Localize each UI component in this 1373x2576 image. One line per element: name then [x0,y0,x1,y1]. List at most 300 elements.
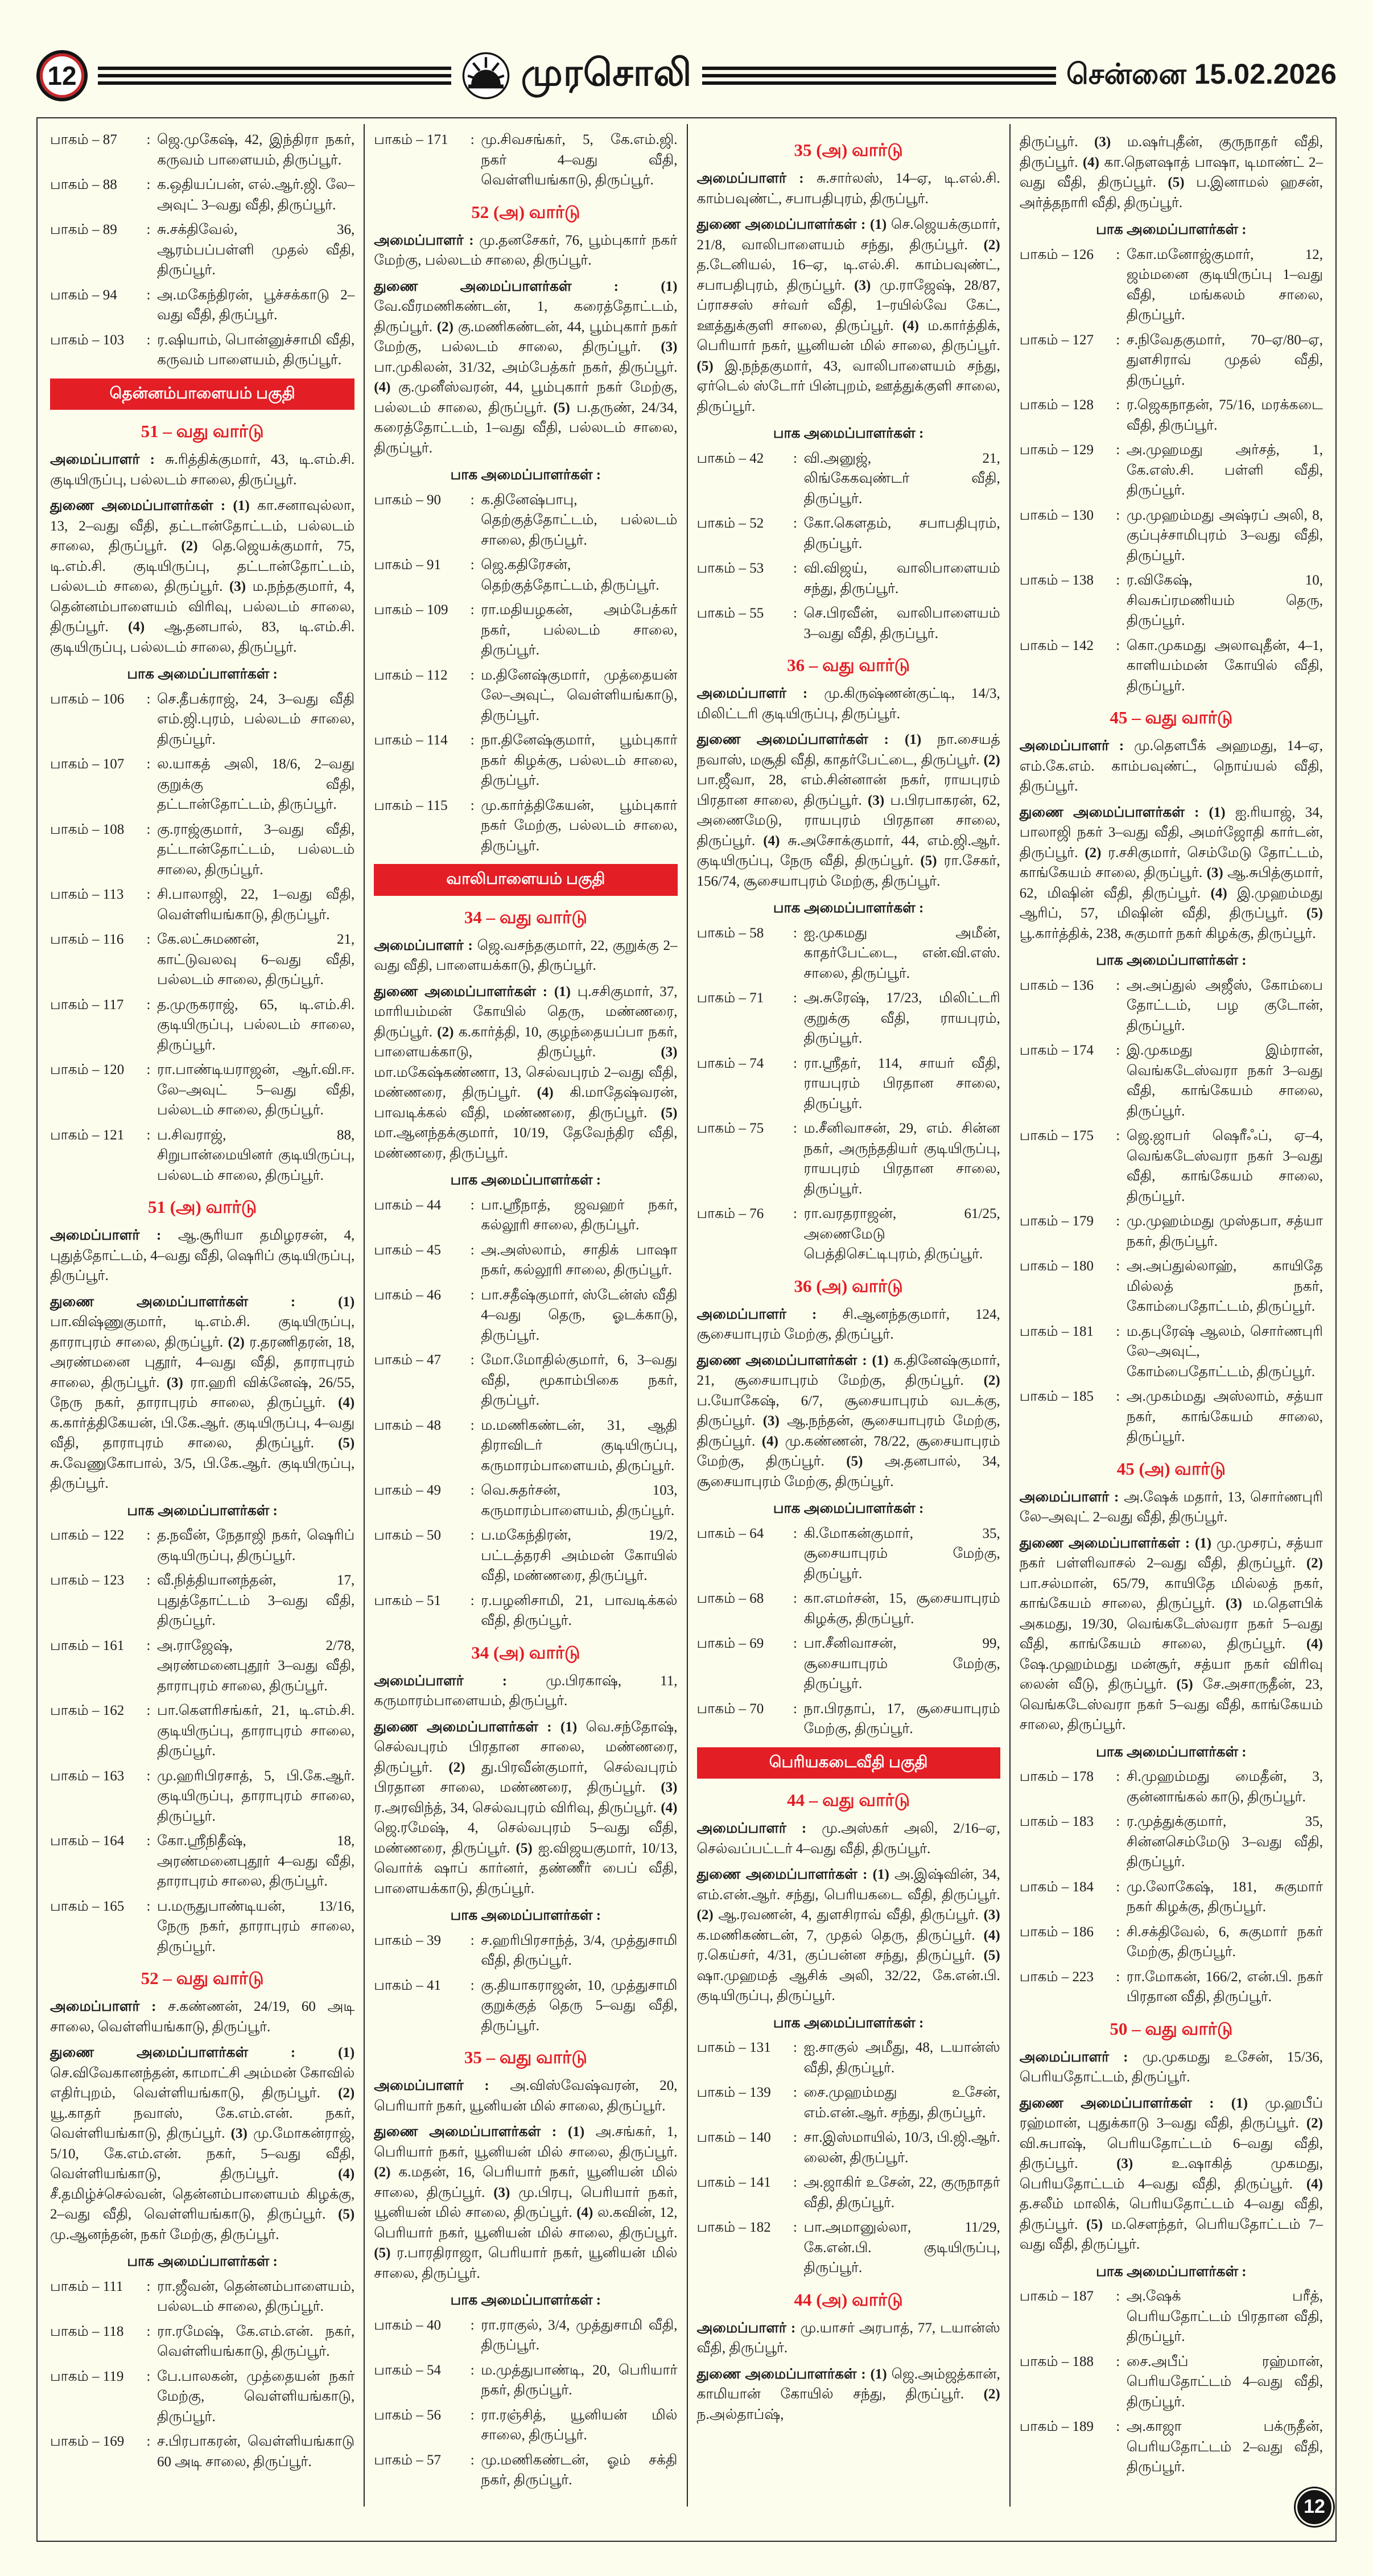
part-number: பாகம் – 141 [696,2175,771,2191]
part-text: அ.முகம்மது அஸ்லாம், சத்யா நகர், காங்கேயம் சாலை, திருப்பூர். [1126,1389,1323,1445]
part-row [50,995,354,1056]
part-row [50,2277,354,2317]
part-number: பாகம் – 58 [696,925,764,941]
masthead-rule-left [98,67,451,85]
part-row [1020,2417,1323,2478]
part-text: அ.மகேந்திரன், பூச்சக்காடு 2–வது வீதி, திருப்பூர். [157,287,355,323]
part-text: செ.பிரவீன், வாலிபாளையம் 3–வது வீதி, திருப்பூர். [803,606,1000,641]
part-text: மு.ஹரிபிரசாத், 5, பி.கே.ஆர். குடியிருப்பு, தாராபுரம் சாலை, திருப்பூர். [157,1768,355,1824]
part-row [374,600,677,661]
part-text: ரா.ஸ்ரீதர், 114, சாயர் வீதி, ராயபுரம் பிரதான சாலை, திருப்பூர். [803,1055,1000,1112]
part-text: ஐ.சாகுல் அமீது, 48, டயான்ஸ் வீதி, திருப்பூர். [803,2040,1000,2076]
part-text: ப.சிவராஜ், 88, சிறுபான்மையினர் குடியிருப்பு, பல்லடம் சாலை, திருப்பூர். [157,1127,355,1183]
part-number: பாகம் – 122 [50,1528,125,1544]
ward-title: 36 – வது வார்டு [787,655,910,676]
part-number: பாகம் – 115 [374,797,448,813]
part-row [50,220,354,281]
part-list [1020,2286,1323,2478]
part-text: பா.கௌரிசங்கர், 21, டி.எம்.சி. குடியிருப்பு, தாராபுரம் சாலை, திருப்பூர். [157,1703,355,1759]
part-text: வி.அனுஜ், 21, லிங்கேகவுண்டர் வீதி, திருப்பூர். [803,450,1000,507]
part-colon: : [146,821,151,837]
part-colon: : [146,1898,151,1914]
part-number: பாகம் – 39 [374,1932,442,1948]
part-text: வீ.நித்தியானந்தன், 17, புதுத்தோட்டம் 3–வது வீதி, திருப்பூர். [157,1573,355,1629]
part-colon: : [470,2407,475,2423]
part-text: ம.தினேஷ்குமார், முத்தையன் லே–அவுட், வெள்ளியங்காடு, திருப்பூர். [481,667,678,723]
part-colon: : [1116,1814,1120,1830]
part-text: பா.சீனிவாசன், 99, சூசையாபுரம் மேற்கு, திருப்பூர். [803,1636,1000,1692]
part-colon: : [793,606,797,622]
part-text: சி.சக்திவேல், 6, சுகுமார் நகர் மேற்கு, திருப்பூர். [1126,1924,1323,1960]
part-text: கோ.மனோஜ்குமார், 12, ஜம்மனை குடியிருப்பு 1–வது வீதி, மங்கலம் சாலை, திருப்பூர். [1126,246,1323,323]
part-number: பாகம் – 75 [696,1121,764,1137]
part-number: பாகம் – 55 [696,606,764,622]
masthead [0,0,1373,107]
part-text: அ.சுரேஷ், 17/23, மிலிட்டரி குறுக்கு வீதி, ராயபுரம், திருப்பூர். [803,990,1000,1047]
part-colon: : [146,756,151,772]
part-number: பாகம் – 109 [374,602,448,618]
part-number: பாகம் – 163 [50,1768,125,1784]
part-row [374,1240,677,1281]
part-colon: : [470,1287,475,1303]
deputy-organizers-paragraph: துணை அமைப்பாளர்கள் : (1) பா.விஷ்ணுகுமார், டி.எம்.சி. குடியிருப்பு, தாராபுரம் சாலை, திருப்பூர். (2) ர.தரணிதரன், 18, அரண்மனை புதூர், 4–வது வீதி, தாராபுரம் சாலை, திருப்பூர். (3) ரா.ஹரி விக்னேஷ், 26/55, நேரு நகர், தாராபுரம் சாலை, திருப்பூர். (4) க.கார்த்திகேயன், பி.கே.ஆர். குடியிருப்பு, 4–வது வீதி, தாராபுரம் சாலை, திருப்பூர். (5) சு.வேணுகோபால், 3/5, பி.கே.ஆர். குடியிருப்பு, திருப்பூர். [50,1294,355,1492]
part-text: ப.மகேந்திரன், 19/2, பட்டத்தரசி அம்மன் கோயில் வீதி, மண்ணரை, திருப்பூர். [481,1528,678,1584]
part-row [697,2083,1000,2123]
part-number: பாகம் – 88 [50,177,117,192]
part-colon: : [470,667,475,683]
part-colon: : [470,1197,475,1213]
part-organizers-heading: பாக அமைப்பாளர்கள் : [1096,953,1247,969]
part-colon: : [470,2452,475,2468]
part-text: ச.ஹரிபிரசாந்த், 3/4, முத்துசாமி வீதி, திருப்பூர். [481,1932,678,1969]
part-text: மு.சிவசங்கர், 5, கே.எம்.ஜி. நகர் 4–வது வீதி, வெள்ளியங்காடு, திருப்பூர். [481,132,678,188]
part-colon: : [1116,1213,1120,1229]
part-number: பாகம் – 56 [374,2407,442,2423]
part-text: அ.ஷேக் பரீத், பெரியதோட்டம் பிரதான வீதி, திருப்பூர். [1126,2289,1323,2345]
part-organizers-heading: பாக அமைப்பாளர்கள் : [450,1172,601,1188]
ward-title: 45 (அ) வார்டு [1116,1458,1226,1479]
part-text: ச.நிவேதகுமார், 70–ஏ/80–ஏ, துளசிராவ் முதல் வீதி, திருப்பூர். [1126,332,1323,388]
organizer-paragraph: அமைப்பாளர் : சு.சார்லஸ், 14–ஏ, டி.எல்.சி. காம்பவுண்ட், சபாபதிபுரம், திருப்பூர். [696,171,1000,207]
part-text: சி.பாலாஜி, 22, 1–வது வீதி, வெள்ளியங்காடு, திருப்பூர். [157,887,355,923]
part-colon: : [470,602,475,618]
part-text: ரா.ஜீவன், தென்னம்பாளையம், பல்லடம் சாலை, திருப்பூர். [157,2278,355,2315]
ward-title: 44 (அ) வார்டு [794,2289,903,2310]
part-text: அ.அப்துல்லாஹ், காயிதே மில்லத் நகர், கோம்பைதோட்டம், திருப்பூர். [1126,1258,1323,1315]
part-text: கொ.முகமது அலாவுதீன், 4–1, காளியம்மன் கோயில் வீதி, திருப்பூர். [1126,637,1323,694]
part-colon: : [793,1525,797,1541]
part-text: மோ.மோதில்குமார், 6, 3–வது வீதி, மூகாம்பிகை நகர், திருப்பூர். [481,1352,678,1409]
part-row [374,555,677,595]
part-row [374,490,677,551]
part-colon: : [146,332,151,348]
part-row [50,1896,354,1957]
part-row [50,1125,354,1186]
part-organizers-heading: பாக அமைப்பாளர்கள் : [773,900,924,916]
deputy-organizers-paragraph: துணை அமைப்பாளர்கள் : (1) க.தினேஷ்குமார், 21, சூசையாபுரம் மேற்கு, திருப்பூர். (2) ப.யோகேஷ், 6/7, சூசையாபுரம் வடக்கு, திருப்பூர். (3) ஆ.நந்தன், சூசையாபுரம் மேற்கு, திருப்பூர். (4) மு.கண்ணன், 78/22, சூசையாபுரம் மேற்கு, திருப்பூர். (5) அ.தனபால், 34, சூசையாபுரம் மேற்கு, திருப்பூர். [696,1352,1000,1489]
deputy-organizers-paragraph: துணை அமைப்பாளர்கள் : (1) நா.சையத் நவாஸ், மசூதி வீதி, காதர்பேட்டை, திருப்பூர். (2) பா.ஜீவா, 28, எம்.சின்னான் நகர், ராயபுரம் பிரதான சாலை, திருப்பூர். (3) ப.பிரபாகரன், 62, அணைமேடு, ராயபுரம் பிரதான சாலை, திருப்பூர். (4) சு.அசோக்குமார், 44, எம்.ஜி.ஆர். குடியிருப்பு, நேரு வீதி, திருப்பூர். (5) ரா.சேகர், 156/74, சூசையாபுரம் மேற்கு, திருப்பூர். [696,732,1000,889]
part-text: ச.பிரபாகரன், வெள்ளியங்காடு 60 அடி சாலை, திருப்பூர். [157,2434,355,2470]
part-colon: : [1116,977,1120,993]
part-organizers-heading: பாக அமைப்பாளர்கள் : [127,2254,278,2270]
part-text: ரா.மோகன், 166/2, என்.பி. நகர் பிரதான வீதி, திருப்பூர். [1126,1969,1323,2005]
part-colon: : [1116,1043,1120,1059]
part-colon: : [146,1637,151,1653]
part-number: பாகம் – 41 [374,1977,442,1993]
part-row [50,754,354,815]
part-text: மு.லோகேஷ், 181, சுகுமார் நகர் கிழக்கு, திருப்பூர். [1126,1879,1323,1915]
part-colon: : [1116,1323,1120,1339]
part-colon: : [146,1833,151,1849]
part-number: பாகம் – 70 [696,1701,764,1717]
ward-title: 52 – வது வார்டு [141,1968,264,1989]
part-number: பாகம் – 120 [50,1062,125,1078]
part-row [1020,1256,1323,1317]
part-row [374,730,677,791]
part-row [1020,1967,1323,2007]
organizer-paragraph: அமைப்பாளர் : மு.தெளபீக் அஹமது, 14–ஏ, எம்.கே.எம். காம்பவுண்ட், நொய்யல் வீதி, திருப்பூர். [1019,738,1323,795]
part-organizers-heading: பாக அமைப்பாளர்கள் : [1096,1744,1247,1760]
organizer-paragraph: அமைப்பாளர் : மு.கிருஷ்ணன்குட்டி, 14/3, மிலிட்டரி குடியிருப்பு, திருப்பூர். [696,686,1000,722]
part-colon: : [470,557,475,573]
part-number: பாகம் – 113 [50,887,124,903]
part-text: ம.முத்துபாண்டி, 20, பெரியார் நகர், திருப்பூர். [481,2362,678,2398]
part-text: அ.ஜாகிர் உசேன், 22, குருநாதர் வீதி, திருப்பூர். [803,2175,1000,2211]
part-row [50,330,354,371]
part-colon: : [470,132,475,147]
part-colon: : [1116,1258,1120,1274]
part-colon: : [146,932,151,948]
part-colon: : [793,2220,797,2236]
part-number: பாகம் – 47 [374,1352,442,1368]
part-row [1020,1767,1323,1807]
part-colon: : [470,1932,475,1948]
part-colon: : [146,2278,151,2294]
part-colon: : [146,1127,151,1143]
part-number: பாகம் – 91 [374,557,442,573]
part-list [374,1195,677,1631]
part-colon: : [470,1352,475,1368]
part-row [1020,1126,1323,1207]
part-text: சி.முஹம்மது மைதீன், 3, குன்னாங்கல் காடு, திருப்பூர். [1126,1769,1323,1805]
part-number: பாகம் – 64 [696,1525,764,1541]
part-text: கே.லட்சுமணன், 21, காட்டுவலவு 6–வது வீதி, பல்லடம் சாலை, திருப்பூர். [157,932,355,988]
part-row [1020,505,1323,566]
part-text: கு.தியாகராஜன், 10, முத்துசாமி குறுக்குத் தெரு 5–வது வீதி, திருப்பூர். [481,1977,678,2034]
part-text: ரா.பாண்டியராஜன், ஆர்.வி.ஈ. லே–அவுட் 5–வது வீதி, பல்லடம் சாலை, திருப்பூர். [157,1062,355,1118]
news-column [364,124,686,2507]
part-row [1020,395,1323,435]
news-column [687,124,1009,2507]
part-number: பாகம் – 48 [374,1417,442,1433]
part-row [1020,1386,1323,1447]
part-number: பாகம் – 49 [374,1483,442,1499]
part-text: மு.முஹம்மது முஸ்தபா, சத்யா நகர், திருப்பூர். [1126,1213,1323,1249]
deputy-organizers-paragraph: துணை அமைப்பாளர்கள் : (1) மு.ஹபீப் ரஹ்மான், புதுக்காடு 3–வது வீதி, திருப்பூர். (2) வி.சுபாஷ், பெரியதோட்டம் 6–வது வீதி, திருப்பூர். (3) உ.ஷாகித் முகமது, பெரியதோட்டம் 4–வது வீதி, திருப்பூர். (4) த.சலீம் மாலிக், பெரியதோட்டம் 4–வது வீதி, திருப்பூர். (5) ம.சௌந்தர், பெரியதோட்டம் 7–வது வீதி, திருப்பூர். [1019,2095,1323,2253]
part-list [697,1524,1000,1739]
part-list [374,1931,677,2036]
part-number: பாகம் – 74 [696,1055,764,1071]
part-number: பாகம் – 139 [696,2085,771,2101]
part-number: பாகம் – 127 [1019,332,1094,348]
part-number: பாகம் – 223 [1019,1969,1094,1985]
part-number: பாகம் – 183 [1019,1814,1094,1830]
section-banner: பெரியகடைவீதி பகுதி [697,1747,1000,1779]
page-number-badge: 12 [36,50,88,101]
part-colon: : [1116,1769,1120,1785]
part-list [1020,1767,1323,2007]
part-number: பாகம் – 181 [1019,1323,1094,1339]
deputy-organizers-paragraph: துணை அமைப்பாளர்கள் : (1) செ.விவேகானந்தன், காமாட்சி அம்மன் கோவில் எதிர்புறம், வெள்ளியங்காடு, திருப்பூர். (2) யூ.காதர் நவாஸ், கே.எம்.என். நகர், வெள்ளியங்காடு, திருப்பூர். (3) மு.மோகன்ராஜ், 5/10, கே.எம்.என். நகர், 5–வது வீதி, வெள்ளியங்காடு, திருப்பூர். (4) சீ.தமிழ்ச்செல்வன், தென்னம்பாளையம் கிழக்கு, 2–வது வீதி, வெள்ளியங்காடு, திருப்பூர். (5) மு.ஆனந்தன், நகர் மேற்கு, திருப்பூர். [50,2045,355,2242]
part-list [1020,976,1323,1447]
organizer-paragraph: அமைப்பாளர் : ச.கண்ணன், 24/19, 60 அடி சாலை, வெள்ளியங்காடு, திருப்பூர். [50,1999,355,2035]
part-colon: : [1116,573,1120,588]
part-row [1020,440,1323,501]
part-colon: : [1116,442,1120,458]
part-colon: : [146,1768,151,1784]
part-text: செ.தீபக்ராஜ், 24, 3–வது வீதி எம்.ஜி.புரம், பல்லடம் சாலை, திருப்பூர். [157,691,355,747]
part-number: பாகம் – 53 [696,561,764,577]
part-text: ம.மணிகண்டன், 31, ஆதி திராவிடர் குடியிருப்பு, கருமாரம்பாளையம், திருப்பூர். [481,1417,678,1474]
part-row [697,1633,1000,1694]
part-number: பாகம் – 171 [374,132,448,147]
part-text: க.ஒதியப்பன், எல்.ஆர்.ஜி. லே–அவுட் 3–வது வீதி, திருப்பூர். [157,177,355,213]
part-number: பாகம் – 126 [1019,246,1094,262]
deputy-organizers-paragraph: துணை அமைப்பாளர்கள் : (1) கா.சனாவுல்லா, 13, 2–வது வீதி, தட்டான்தோட்டம், பல்லடம் சாலை, திருப்பூர். (2) தெ.ஜெயக்குமார், 75, டி.எம்.சி. குடியிருப்பு, தட்டான்தோட்டம், பல்லடம் சாலை, திருப்பூர். (3) ம.நந்தகுமார், 4, தென்னம்பாளையம் விரிவு, பல்லடம் சாலை, திருப்பூர். (4) ஆ.தனபால், 83, டி.எம்.சி. குடியிருப்பு, பல்லடம் சாலை, திருப்பூர். [50,498,355,655]
organizer-paragraph: அமைப்பாளர் : அ.விஸ்வேஷ்வரன், 20, பெரியார் நகர், யூனியன் மில் சாலை, திருப்பூர். [374,2078,678,2114]
organizer-paragraph: அமைப்பாளர் : ஜெ.வசந்தகுமார், 22, குறுக்கு 2–வது வீதி, பாளையக்காடு, திருப்பூர். [374,937,678,974]
part-number: பாகம் – 131 [696,2040,771,2056]
ward-title: 51 (அ) வார்டு [147,1197,257,1217]
part-list [374,2315,677,2491]
part-number: பாகம் – 87 [50,132,117,147]
part-colon: : [470,1417,475,1433]
organizer-paragraph: அமைப்பாளர் : மு.அஸ்கர் அலி, 2/16–ஏ, செல்வப்பட்டர் 4–வது வீதி, திருப்பூர். [696,1821,1000,1857]
ward-title: 44 – வது வார்டு [787,1790,910,1810]
part-number: பாகம் – 89 [50,222,117,237]
ward-title: 51 – வது வார்டு [141,421,264,442]
part-number: பாகம் – 169 [50,2434,125,2450]
part-colon: : [1116,246,1120,262]
part-row [50,1701,354,1762]
ward-title: 45 – வது வார்டு [1110,707,1233,727]
part-row [1020,2352,1323,2413]
deputy-organizers-paragraph: துணை அமைப்பாளர்கள் : (1) வெ.சந்தோஷ், செல்வபுரம் பிரதான சாலை, மண்ணரை, திருப்பூர். (2) து.பிரவீன்குமார், செல்வபுரம் பிரதான சாலை, மண்ணரை, திருப்பூர். (3) ர.அரவிந்த், 34, செல்வபுரம் விரிவு, திருப்பூர். (4) ஜெ.ரமேஷ், 4, செல்வபுரம் 5–வது வீதி, மண்ணரை, திருப்பூர். (5) ஐ.விஜயகுமார், 10/13, வொர்க் ஷாப் கார்னர், தண்ணீர் பைப் வீதி, பாளையக்காடு, திருப்பூர். [374,1719,678,1896]
organizer-paragraph: அமைப்பாளர் : சு.ரித்திக்குமார், 43, டி.எம்.சி. குடியிருப்பு, பல்லடம் சாலை, திருப்பூர். [50,452,355,488]
part-row [374,1591,677,1631]
part-row [697,448,1000,509]
part-number: பாகம் – 165 [50,1898,125,1914]
part-number: பாகம் – 136 [1019,977,1094,993]
part-colon: : [1116,1924,1120,1940]
part-colon: : [1116,1128,1120,1144]
part-colon: : [793,1636,797,1652]
part-row [1020,976,1323,1036]
part-text: மு.கார்த்திகேயன், பூம்புகார் நகர் மேற்கு, பல்லடம் சாலை, திருப்பூர். [481,797,678,854]
part-row [374,1525,677,1586]
part-text: கு.ராஜ்குமார், 3–வது வீதி, தட்டான்தோட்டம், பல்லடம் சாலை, திருப்பூர். [157,821,355,878]
part-number: பாகம் – 69 [696,1636,764,1652]
part-text: வி.விஜய், வாலிபாளையம் சந்து, திருப்பூர். [803,561,1000,596]
part-row [697,923,1000,984]
part-text: சு.சக்திவேல், 36, ஆரம்பப்பள்ளி முதல் வீதி, திருப்பூர். [157,222,355,278]
part-row [374,665,677,726]
part-row [697,558,1000,599]
part-text: பே.பாலகன், முத்தையன் நகர் மேற்கு, வெள்ளியங்காடு, திருப்பூர். [157,2368,355,2425]
part-text: ர.ஜெகநாதன், 75/16, மரக்கடை வீதி, திருப்பூர். [1126,397,1323,433]
part-row [697,1118,1000,1199]
part-colon: : [793,2040,797,2056]
part-text: ம.தபுரேஷ் ஆலம், சொர்ணபுரி லே–அவுட், கோம்பைதோட்டம், திருப்பூர். [1126,1323,1323,1380]
part-number: பாகம் – 52 [696,516,764,532]
part-text: ர.ஷியாம், பொன்னுச்சாமி வீதி, கருவம் பாளையம், திருப்பூர். [157,332,355,368]
part-row [374,2315,677,2356]
part-colon: : [146,2368,151,2384]
part-text: பா.அமானுல்லா, 11/29, கே.என்.பி. குடியிருப்பு, திருப்பூர். [803,2220,1000,2276]
part-row [1020,1040,1323,1121]
part-number: பாகம் – 130 [1019,507,1094,523]
part-number: பாகம் – 186 [1019,1924,1094,1940]
part-number: பாகம் – 164 [50,1833,125,1849]
part-text: ர.பழனிசாமி, 21, பாவடிக்கல் வீதி, திருப்பூர். [481,1592,678,1629]
part-row [1020,1322,1323,1382]
section-banner: வாலிபாளையம் பகுதி [374,864,677,896]
part-row [50,1831,354,1892]
part-colon: : [470,1592,475,1608]
part-organizers-heading: பாக அமைப்பாளர்கள் : [450,467,601,483]
part-number: பாகம் – 174 [1019,1043,1094,1059]
ward-title: 35 – வது வார்டு [464,2047,587,2068]
part-colon: : [146,287,151,303]
part-colon: : [1116,507,1120,523]
part-number: பாகம் – 90 [374,492,442,508]
part-row [697,603,1000,644]
part-colon: : [1116,2419,1120,2435]
part-row [50,929,354,990]
part-number: பாகம் – 114 [374,733,448,748]
part-text: ஜெ.கதிரேசன், தெற்குத்தோட்டம், திருப்பூர். [481,557,659,593]
part-number: பாகம் – 178 [1019,1769,1094,1785]
part-text: ரா.ராகுல், 3/4, முத்துசாமி வீதி, திருப்பூர். [481,2317,678,2353]
part-text: அ.அப்துல் அஜீஸ், கோம்பை தோட்டம், பழ குடோன், திருப்பூர். [1126,977,1323,1034]
part-number: பாகம் – 116 [50,932,124,948]
part-row [697,1699,1000,1739]
part-number: பாகம் – 119 [50,2368,124,2384]
part-row [374,130,677,191]
deputy-organizers-paragraph: துணை அமைப்பாளர்கள் : (1) பு.சசிகுமார், 37, மாரியம்மன் கோயில் தெரு, மண்ணரை, திருப்பூர். (2) க.கார்த்தி, 10, குழந்தையப்பா நகர், பாளையக்காடு, திருப்பூர். (3) மா.மகேஷ்கண்ணா, 13, செல்வபுரம் 2–வது வீதி, மண்ணரை, திருப்பூர். (4) கி.மாதேஷ்வரன், பாவடிக்கல் வீதி, மண்ணரை, திருப்பூர். (5) மா.ஆனந்தக்குமார், 10/19, தேவேந்திர வீதி, மண்ணரை, திருப்பூர். [374,984,678,1161]
part-colon: : [1116,637,1120,653]
masthead-rule-right [702,67,1055,85]
part-text: த.நவீன், நேதாஜி நகர், ஷெரிப் குடியிருப்பு, திருப்பூர். [157,1528,355,1563]
part-text: சை.முஹம்மது உசேன், எம்.என்.ஆர். சந்து, திருப்பூர். [803,2085,1000,2121]
part-row [697,1589,1000,1629]
deputy-organizers-paragraph: துணை அமைப்பாளர்கள் : (1) அ.இஷ்வின், 34, எம்.என்.ஆர். சந்து, பெரியகடை வீதி, திருப்பூர். (2) ஆ.ரவணன், 4, துளசிராவ் வீதி, திருப்பூர். (3) க.மணிகண்டன், 7, முதல் தெரு, திருப்பூர். (4) ர.கெய்சர், 4/31, குப்பன்ன சந்து, திருப்பூர். (5) ஷா.முஹமத் ஆசிக் அலி, 32/22, கே.என்.பி. குடியிருப்பு, திருப்பூர். [696,1867,1000,2004]
part-text: ஜெ.ஜாபர் ஷெரீஃப், ஏ–4, வெங்கடேஸ்வரா நகர் 3–வது வீதி, காங்கேயம் சாலை, திருப்பூர். [1126,1128,1323,1204]
part-number: பாகம் – 42 [696,450,764,466]
part-number: பாகம் – 179 [1019,1213,1094,1229]
part-number: பாகம் – 45 [374,1242,442,1258]
part-colon: : [470,492,475,508]
part-colon: : [146,1062,151,1078]
part-row [374,1350,677,1411]
part-number: பாகம் – 185 [1019,1389,1094,1405]
part-text: ரா.வரதராஜன், 61/25, அணைமேடு பெத்திசெட்டிபுரம், திருப்பூர். [803,1206,1000,1262]
continuation-paragraph: திருப்பூர். (3) ம.ஷர்புதீன், குருநாதர் வீதி, திருப்பூர். (4) கா.நௌஷாத் பாஷா, டிமாண்ட் 2–வது வீதி, திருப்பூர். (5) ப.இனாமல் ஹசன், அர்த்தநாரி வீதி, திருப்பூர். [1019,134,1323,211]
part-organizers-heading: பாக அமைப்பாளர்கள் : [127,666,278,682]
part-number: பாகம் – 111 [50,2278,123,2294]
ward-title: 36 (அ) வார்டு [794,1275,903,1296]
part-number: பாகம் – 112 [374,667,448,683]
part-text: த.முருகராஜ், 65, டி.எம்.சி. குடியிருப்பு, பல்லடம் சாலை, திருப்பூர். [157,997,355,1053]
part-list [697,448,1000,644]
part-row [50,1570,354,1631]
part-number: பாகம் – 188 [1019,2353,1094,2369]
deputy-organizers-paragraph: துணை அமைப்பாளர்கள் : (1) ஜெ.அம்ஜத்கான், காமியான் கோயில் சந்து, திருப்பூர். (2) ந.அல்தாப்ஷ், [696,2366,1000,2422]
part-colon: : [146,177,151,192]
masthead-title: முரசொலி [521,52,692,94]
part-colon: : [470,2317,475,2333]
part-text: பா.ஸ்ரீநாத், ஜவஹர் நகர், கல்லூரி சாலை, திருப்பூர். [481,1197,678,1233]
part-organizers-heading: பாக அமைப்பாளர்கள் : [450,2293,601,2308]
part-row [374,1415,677,1476]
part-number: பாகம் – 40 [374,2317,442,2333]
news-column [41,124,364,2507]
part-number: பாகம் – 54 [374,2362,442,2378]
part-text: ரா.ரஞ்சித், யூனியன் மில் சாலை, திருப்பூர். [481,2407,678,2443]
part-text: கி.மோகன்குமார், 35, சூசையாபுரம் மேற்கு, திருப்பூர். [803,1525,1000,1582]
part-colon: : [470,1483,475,1499]
part-row [50,285,354,326]
part-colon: : [793,2175,797,2191]
part-text: கோ.ஸ்ரீநிதீஷ், 18, அரண்மனைபுதூர் 4–வது வீதி, தாராபுரம் சாலை, திருப்பூர். [157,1833,355,1890]
part-row [697,988,1000,1049]
deputy-organizers-paragraph: துணை அமைப்பாளர்கள் : (1) அ.சங்கர், 1, பெரியார் நகர், யூனியன் மில் சாலை, திருப்பூர். (2) க.மதன், 16, பெரியார் நகர், யூனியன் மில் சாலை, திருப்பூர். (3) மு.பிரபு, பெரியார் நகர், யூனியன் மில் சாலை, திருப்பூர். (4) ல.கவின், 12, பெரியார் நகர், யூனியன் மில் சாலை, திருப்பூர். (5) ர.பாரதிராஜா, பெரியார் நகர், யூனியன் மில் சாலை, திருப்பூர். [374,2124,678,2281]
part-number: பாகம் – 76 [696,1206,764,1222]
part-number: பாகம் – 68 [696,1591,764,1607]
footer-page-number-badge: 12 [1296,2488,1333,2526]
part-colon: : [793,516,797,532]
part-number: பாகம் – 138 [1019,573,1094,588]
part-colon: : [793,1121,797,1137]
part-organizers-heading: பாக அமைப்பாளர்கள் : [773,2015,924,2031]
part-number: பாகம் – 189 [1019,2419,1094,2435]
part-number: பாகம் – 71 [696,990,764,1006]
part-colon: : [470,2362,475,2378]
part-colon: : [1116,397,1120,413]
part-text: வெ.சுதர்சன், 103, கருமாரம்பாளையம், திருப்பூர். [481,1483,678,1519]
part-row [1020,245,1323,326]
part-text: அ.முஹமது அர்சத், 1, கே.எஸ்.சி. பள்ளி வீதி, திருப்பூர். [1126,442,1323,498]
ward-title: 34 (அ) வார்டு [471,1642,580,1663]
part-colon: : [146,887,151,903]
part-number: பாகம் – 142 [1019,637,1094,653]
part-text: ஐ.முகமது அமீன், காதர்பேட்டை, என்.வி.எஸ். சாலை, திருப்பூர். [803,925,1000,981]
deputy-organizers-paragraph: துணை அமைப்பாளர்கள் : (1) செ.ஜெயக்குமார், 21/8, வாலிபாளையம் சந்து, திருப்பூர். (2) த.டேனியல், 16–ஏ, டி.எல்.சி. காம்பவுண்ட், சபாபதிபுரம், திருப்பூர். (3) மு.ராஜேஷ், 28/87, ப்ராசசஸ் சர்வர் வீதி, 1–ரயில்வே கேட், ஊத்துக்குளி சாலை, திருப்பூர். (4) ம.கார்த்திக், பெரியார் நகர், யூனியன் மில் சாலை, திருப்பூர். (5) இ.நந்தகுமார், 43, வாலிபாளையம் சந்து, ஏர்டெல் ஸ்டோர் பின்புறம், ஊத்துக்குளி சாலை, திருப்பூர். [696,217,1000,414]
part-colon: : [793,2130,797,2146]
part-text: மு.முஹம்மது அஷ்ரப் அலி, 8, குப்புச்சாமிபுரம் 3–வது வீதி, திருப்பூர். [1126,507,1323,563]
part-number: பாகம் – 128 [1019,397,1094,413]
ward-title: 34 – வது வார்டு [464,907,587,927]
part-colon: : [793,450,797,466]
part-number: பாகம் – 175 [1019,1128,1094,1144]
part-text: கோ.கௌதம், சபாபதிபுரம், திருப்பூர். [803,516,1000,552]
part-number: பாகம் – 140 [696,2130,771,2146]
part-text: பா.சதீஷ்குமார், ஸ்டேன்ஸ் வீதி 4–வது தெரு, ஓடக்காடு, திருப்பூர். [481,1287,678,1343]
part-number: பாகம் – 187 [1019,2289,1094,2305]
part-colon: : [146,1703,151,1719]
part-row [697,2172,1000,2213]
part-colon: : [1116,2289,1120,2305]
